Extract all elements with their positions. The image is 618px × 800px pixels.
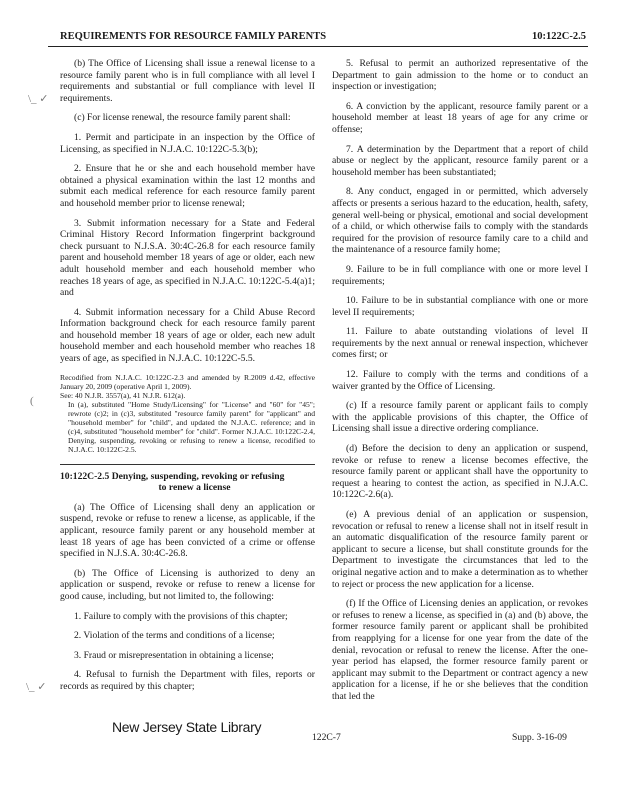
history-line: See: 40 N.J.R. 3557(a), 41 N.J.R. 612(a). <box>60 390 186 400</box>
paragraph: (b) The Office of Licensing shall issue a renewal license to a resource family parent who is in full compliance with all level I requirements and substantial or full compliance with level II requirements. <box>60 58 315 104</box>
section-title-line: 10:122C-2.5 Denying, suspending, revoking or refusing <box>60 470 285 482</box>
paragraph: (a) The Office of Licensing shall deny an application or suspend, revoke or refuse to renew a license, as applicable, if the applicant, resource family parent or any household member at least 18 years of age has been convicted of a crime or offense specified in N.J.S.A. 30:4C-26.8. <box>60 501 315 560</box>
supplement-date: Supp. 3-16-09 <box>512 732 567 743</box>
history-line: Recodified from N.J.A.C. 10:122C-2.3 and amended by R.2009 d.42, effective January 20, 2009 (operative April 1, 2009). <box>60 372 315 391</box>
header-title: REQUIREMENTS FOR RESOURCE FAMILY PARENTS <box>60 31 327 42</box>
list-item: 4. Submit information necessary for a Child Abuse Record Information background check for each resource family parent and household member 18 years of age or older, each new adult household member and each household member who reaches 18 years of age, as specified in N.J.A.C. 10:122C-5.5. <box>60 306 315 365</box>
list-item: 4. Refusal to furnish the Department with files, reports or records as required by this chapter; <box>60 669 315 692</box>
divider <box>60 464 315 465</box>
list-item: 3. Submit information necessary for a State and Federal Criminal History Record Information fingerprint background check pursuant to N.J.S.A. 30:4C-26.8 for each resource family parent and household member 18 years of age or older, each new adult household member and each household member who reaches 18 years of age, as specified in N.J.A.C. 10:122C-5.4(a)1; and <box>60 217 315 299</box>
running-header <box>48 30 588 47</box>
paragraph: (c) If a resource family parent or applicant fails to comply with the applicable provisions of this chapter, the Office of Licensing shall issue a directive ordering compliance. <box>332 400 588 435</box>
margin-mark: \_ ✓ <box>26 681 47 693</box>
paragraph: (e) A previous denial of an application or suspension, revocation or refusal to renew a license shall not in itself result in an automatic disqualification of the resource family parent or applicant to secure a license, but shall constitute grounds for the Department to investigate the circumstances that led to the original negative action and to make a determination as to whether to reject or process the new application for a license. <box>332 509 588 590</box>
history-note <box>60 373 315 454</box>
list-item: 2. Ensure that he or she and each household member have obtained a physical examination within the last 12 months and submit each medical reference for each resource family parent and household member prior to license renewal; <box>60 163 315 209</box>
list-item: 9. Failure to be in full compliance with one or more level I requirements; <box>332 263 588 287</box>
list-item: 5. Refusal to permit an authorized representative of the Department to gain admission to the home or to conduct an inspection or investigation; <box>332 58 588 93</box>
list-item: 1. Permit and participate in an inspection by the Office of Licensing, as specified in N.J.A.C. 10:122C-5.3(b); <box>60 131 315 155</box>
paragraph: (b) The Office of Licensing is authorized to deny an application or suspend, revoke or refuse to renew a license for good cause, including, but not limited to, the following: <box>60 567 315 602</box>
section-title <box>60 471 315 494</box>
page-number: 122C-7 <box>312 732 341 743</box>
header-section-number: 10:122C-2.5 <box>532 31 586 42</box>
paragraph: (d) Before the decision to deny an application or suspend, revoke or refuse to renew a license becomes effective, the resource family parent or applicant shall have the opportunity to request a hearing to contest the action, as specified in N.J.A.C. 10:122C-2.6(a). <box>332 443 588 501</box>
list-item: 3. Fraud or misrepresentation in obtaining a license; <box>74 649 274 661</box>
paragraph: (c) For license renewal, the resource family parent shall: <box>74 112 291 124</box>
list-item: 1. Failure to comply with the provisions of this chapter; <box>74 610 288 622</box>
right-column <box>332 58 588 711</box>
margin-mark: ( <box>30 395 34 407</box>
left-column <box>60 58 315 701</box>
list-item: 10. Failure to be in substantial compliance with one or more level II requirements; <box>332 295 588 318</box>
list-item: 2. Violation of the terms and conditions of a license; <box>74 630 275 642</box>
list-item: 12. Failure to comply with the terms and conditions of a waiver granted by the Office of Licensing. <box>332 369 588 392</box>
library-stamp: New Jersey State Library <box>112 719 262 735</box>
list-item: 7. A determination by the Department that a report of child abuse or neglect by the applicant, resource family parent or a household member has been substantiated; <box>332 143 588 178</box>
margin-mark: \_ ✓ <box>28 93 49 105</box>
list-item: 8. Any conduct, engaged in or permitted, which adversely affects or presents a serious hazard to the education, health, safety, general well-being or physical, emotional and social development of a child, or which otherwise fails to comply with the standards required for the provision of resource family care to a child and the maintenance of a resource family home; <box>332 186 588 256</box>
section-title-line: to renew a license <box>158 482 231 494</box>
paragraph: (f) If the Office of Licensing denies an application, or revokes or refuses to renew a license, as specified in (a) and (b) above, the former resource family parent or applicant shall be prohibited from reapplying for a license for one year from the date of the denial, revocation or refusal to renew the license. After the one-year period has elapsed, the former resource family parent or applicant may submit to the Department or contract agency a new application for a license, if he or she believes that the condition that led the <box>332 598 588 702</box>
list-item: 6. A conviction by the applicant, resource family parent or a household member at least 18 years of age for any crime or offense; <box>332 100 588 135</box>
history-line: In (a), substituted "Home Study/Licensing" for "License" and "60" for "45"; rewrote (c)2; in (c)3, substituted "resource family parent" for "applicant" and "household member" for "child", and updated the N.J.A.C. reference; and in (c)4, substituted "household member" for "child". Former N.J.A.C. 10:122C-2.4, Denying, suspending, revoking or refusing to renew a license, recodified to N.J.A.C. 10:122C-2.5. <box>68 399 315 454</box>
list-item: 11. Failure to abate outstanding violations of level II requirements by the next annual or renewal inspection, whichever comes first; or <box>332 326 588 361</box>
